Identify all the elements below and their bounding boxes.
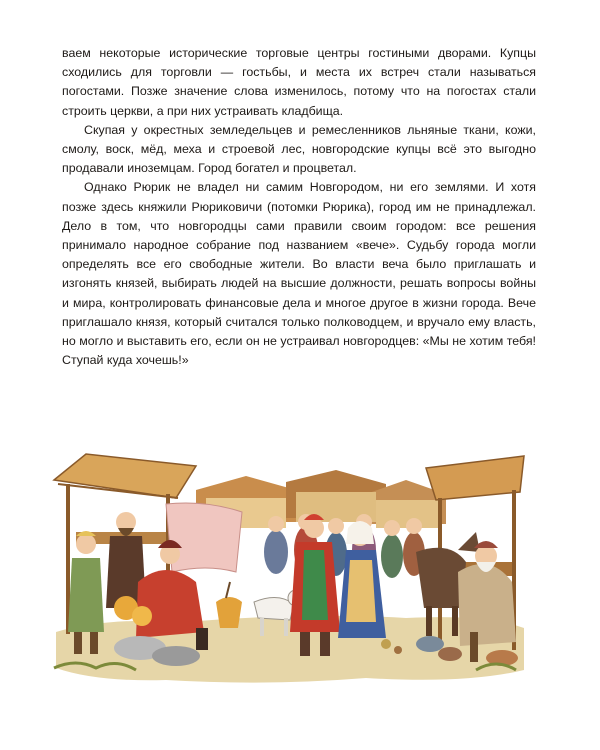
paragraph-3: Однако Рюрик не владел ни самим Новгородом, ни его землями. И хотя позже здесь княжили Рюриковичи (потомки Рюрика), город им не принадлежал. Дело в том, что новгородцы сами правили своим городом: все решения принимало народное собрание под названием «вече». Судьбу города могли определять все его свободные жители. Во власти веча было приглашать и изгонять князей, выбирать людей на высшие должности, решать вопросы войны и мира, контролировать финансовые дела и многое другое в жизни города. Вече приглашало князя, который считался только полководцем, и вручало ему власть, но могло и выставить его, если он не устраивал новгородцев: «Мы не хотим тебя! Ступай куда хочешь!»: [62, 180, 536, 368]
hanging-cloth: [166, 503, 242, 572]
paragraph-1: ваем некоторые исторические торговые центры гостиными дворами. Купцы сходились для торговли — гостьбы, и места их встреч стали называться погостами. Позже значение слова изменилось, потому что на погостах стали строить церкви, а при них устраивать кладбища.: [62, 46, 536, 118]
page-text: [62, 44, 536, 370]
paragraph-2: Скупая у окрестных земледельцев и ремесленников льняные ткани, кожи, смолу, воск, мёд, меха и строевой лес, новгородские купцы всё это выгодно продавали иноземцам. Город богател и процветал.: [62, 122, 536, 176]
market-illustration: [46, 432, 530, 688]
woman-in-blue: [338, 521, 386, 638]
